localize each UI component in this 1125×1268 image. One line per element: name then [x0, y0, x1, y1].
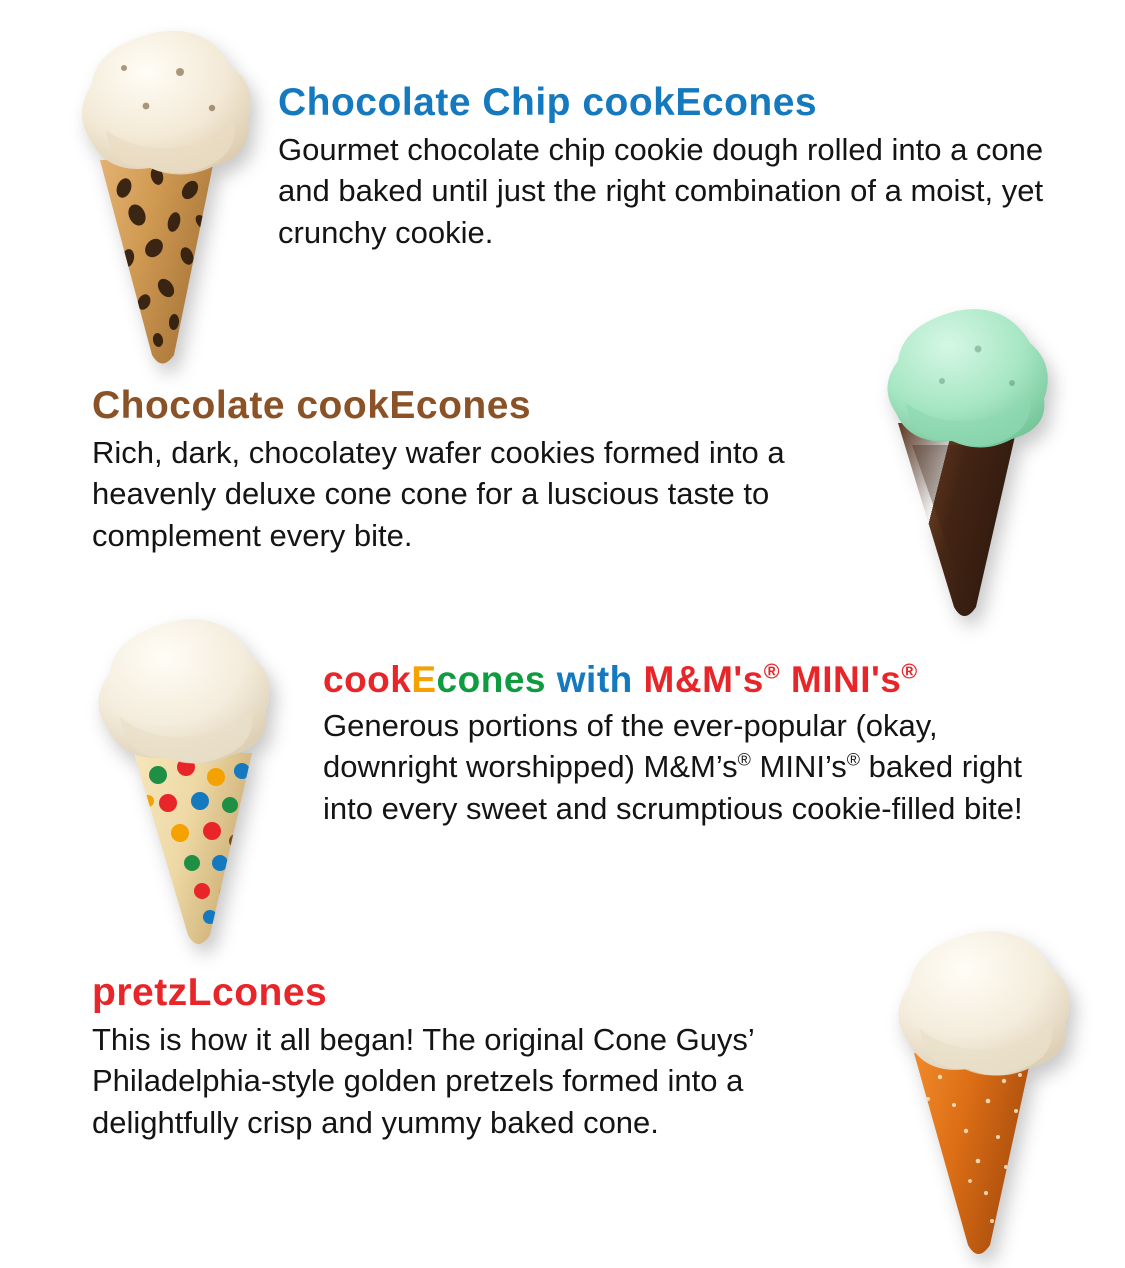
heading-part-registered-2: ®	[901, 659, 918, 684]
heading-part-minis: MINI's	[780, 659, 902, 700]
product-heading: pretzLcones	[92, 971, 328, 1014]
product-chocolate-chip-cookecones	[278, 82, 1068, 253]
heading-part-cook: cook	[323, 659, 412, 700]
description-part-2: MINI’s	[750, 749, 847, 785]
heading-part-cones: cones	[436, 659, 546, 700]
mms-candy-cone-photo	[70, 605, 300, 950]
product-heading: Chocolate cookEcones	[92, 384, 532, 427]
product-chocolate-cookecones	[92, 385, 882, 556]
description-part-1: Generous portions of the ever-popular (okay, downright worshipped) M&M’s	[323, 707, 938, 785]
pretzel-cone-photo	[880, 915, 1080, 1265]
product-heading	[323, 660, 1068, 701]
product-description: Gourmet chocolate chip cookie dough rolled into a cone and baked until just the right combination of a moist, yet crunchy cookie.	[278, 131, 1044, 250]
product-pretzlcones	[92, 972, 892, 1143]
chocolate-chip-cone-photo	[62, 10, 292, 380]
heading-part-e: E	[411, 659, 437, 700]
product-cookecones-with-mms-minis	[323, 660, 1068, 829]
product-description	[323, 705, 1068, 830]
product-heading: Chocolate Chip cookEcones	[278, 81, 818, 124]
heading-part-registered-1: ®	[763, 659, 781, 684]
mint-scoop-chocolate-cone-photo	[872, 295, 1062, 640]
description-registered-2: ®	[846, 749, 861, 770]
description-part-3: baked right into every sweet and scrumptious cookie-filled bite!	[323, 749, 1023, 826]
heading-part-with: with	[545, 659, 644, 700]
heading-part-mms: M&M's	[643, 659, 764, 700]
description-registered-1: ®	[737, 749, 751, 770]
product-description: This is how it all began! The original Cone Guys’ Philadelphia-style golden pretzels formed into a delightfully crisp and yummy baked cone.	[92, 1021, 754, 1140]
product-description: Rich, dark, chocolatey wafer cookies formed into a heavenly deluxe cone cone for a luscious taste to complement every bite.	[92, 434, 785, 553]
